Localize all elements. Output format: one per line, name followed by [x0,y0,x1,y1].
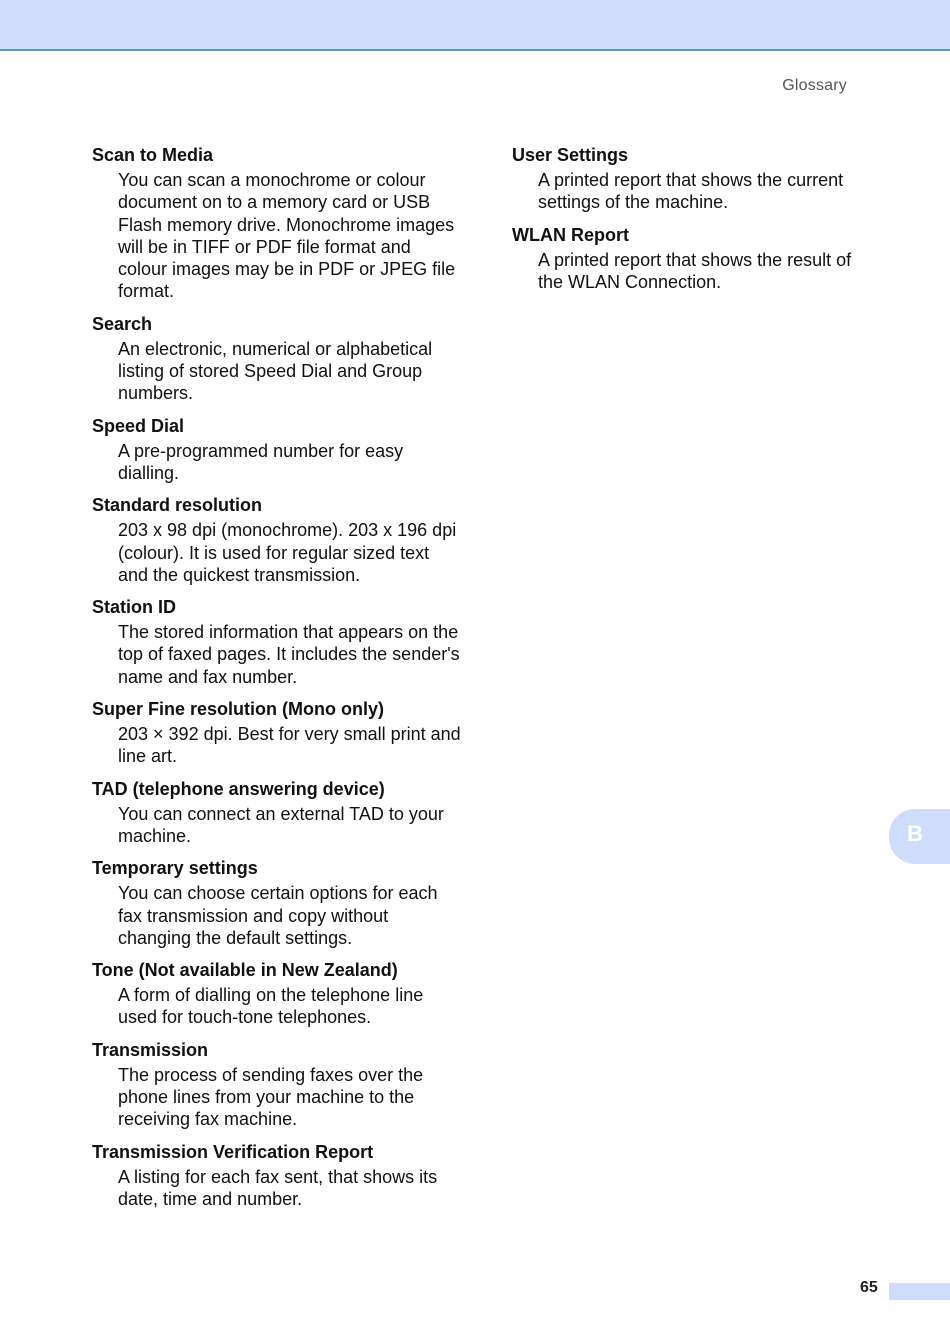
glossary-definition: The stored information that appears on the top of faxed pages. It includes the sender's name and fax number. [118,622,460,687]
glossary-term: Standard resolution [92,495,263,516]
glossary-term: Super Fine resolution (Mono only) [92,699,384,720]
glossary-definition: A printed report that shows the result of the WLAN Connection. [538,249,852,292]
glossary-entry [92,414,462,485]
glossary-entry [92,595,462,688]
glossary-term: Search [92,313,153,334]
glossary-entry [92,312,462,405]
chapter-tab-letter: B [907,821,923,846]
glossary-definition: A pre-programmed number for easy dialling. [118,440,404,483]
glossary-definition: The process of sending faxes over the phone lines from your machine to the receiving fax machine. [118,1064,424,1130]
glossary-definition: A listing for each fax sent, that shows its date, time and number. [118,1166,438,1209]
glossary-entry [512,223,872,294]
glossary-entry [92,777,462,848]
glossary-term: Temporary settings [92,858,258,879]
glossary-entry [92,493,462,586]
glossary-definition: 203 × 392 dpi. Best for very small print and line art. [118,724,461,767]
glossary-term: TAD (telephone answering device) [92,778,385,799]
glossary-definition: An electronic, numerical or alphabetical listing of stored Speed Dial and Group numbers. [118,338,433,404]
glossary-term: WLAN Report [512,224,629,245]
glossary-entry [92,697,462,768]
page-number: 65 [860,1279,878,1296]
glossary-entry [92,143,462,303]
glossary-term: Tone (Not available in New Zealand) [92,960,398,981]
glossary-definition: You can scan a monochrome or colour document on to a memory card or USB Flash memory drive. Monochrome images will be in TIFF or PDF file format and colour images may be in PDF or JPEG file format. [118,170,456,302]
glossary-entry [512,143,872,214]
glossary-entry [92,1140,462,1211]
glossary-term: User Settings [512,145,629,165]
glossary-column-right [512,143,872,302]
glossary-term: Scan to Media [92,145,214,165]
chapter-tab [889,809,950,864]
section-title: Glossary [782,77,847,94]
glossary-definition: A form of dialling on the telephone line used for touch-tone telephones. [118,985,424,1028]
footer-bar [889,1283,950,1300]
glossary-definition: 203 x 98 dpi (monochrome). 203 x 196 dpi (colour). It is used for regular sized text and the quickest transmission. [118,520,457,585]
glossary-entry [92,856,462,949]
glossary-definition: You can choose certain options for each fax transmission and copy without changing the default settings. [118,883,438,948]
glossary-term: Transmission Verification Report [92,1141,374,1162]
glossary-term: Station ID [92,597,176,618]
glossary-entry [92,958,462,1029]
glossary-column-left [92,143,462,1219]
glossary-entry [92,1038,462,1131]
glossary-term: Speed Dial [92,415,185,436]
header-band [0,0,950,51]
glossary-definition: A printed report that shows the current settings of the machine. [538,170,844,213]
glossary-definition: You can connect an external TAD to your machine. [118,803,444,846]
glossary-term: Transmission [92,1039,209,1060]
